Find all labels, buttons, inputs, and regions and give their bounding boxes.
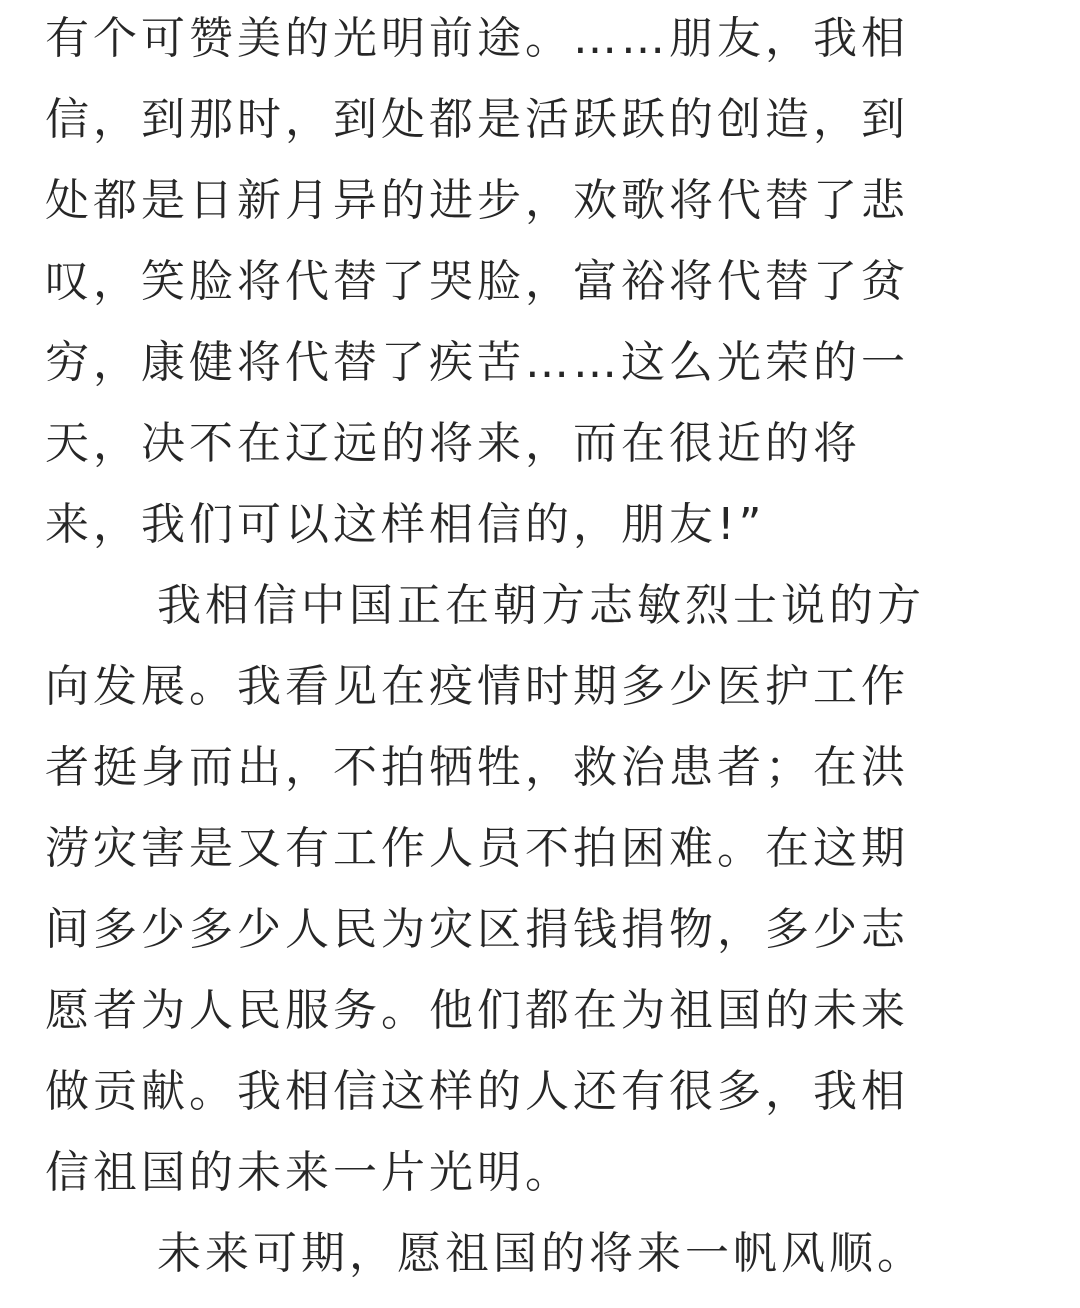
text-line: 有个可赞美的光明前途。……朋友，我相 [45, 13, 909, 64]
text-line: 做贡献。我相信这样的人还有很多，我相 [45, 1066, 909, 1117]
text-line: 穷，康健将代替了疾苦……这么光荣的一 [45, 337, 909, 388]
text-line: 信祖国的未来一片光明。 [45, 1147, 573, 1198]
text-line: 间多少多少人民为灾区捐钱捐物，多少志 [45, 904, 909, 955]
paragraph-start-line: 未来可期，愿祖国的将来一帆风顺。 [157, 1228, 925, 1279]
text-line: 叹，笑脸将代替了哭脸，富裕将代替了贫 [45, 256, 909, 307]
text-line: 涝灾害是又有工作人员不拍困难。在这期 [45, 823, 909, 874]
text-line: 者挺身而出，不拍牺牲，救治患者；在洪 [45, 742, 909, 793]
text-line: 向发展。我看见在疫情时期多少医护工作 [45, 661, 909, 712]
paragraph-start-line: 我相信中国正在朝方志敏烈士说的方 [157, 580, 925, 631]
text-line: 信，到那时，到处都是活跃跃的创造，到 [45, 94, 909, 145]
text-line: 天，决不在辽远的将来，而在很近的将 [45, 418, 861, 469]
text-line: 来，我们可以这样相信的，朋友!” [45, 499, 766, 550]
essay-text [45, 0, 1045, 1294]
text-line: 处都是日新月异的进步，欢歌将代替了悲 [45, 175, 909, 226]
text-line: 愿者为人民服务。他们都在为祖国的未来 [45, 985, 909, 1036]
